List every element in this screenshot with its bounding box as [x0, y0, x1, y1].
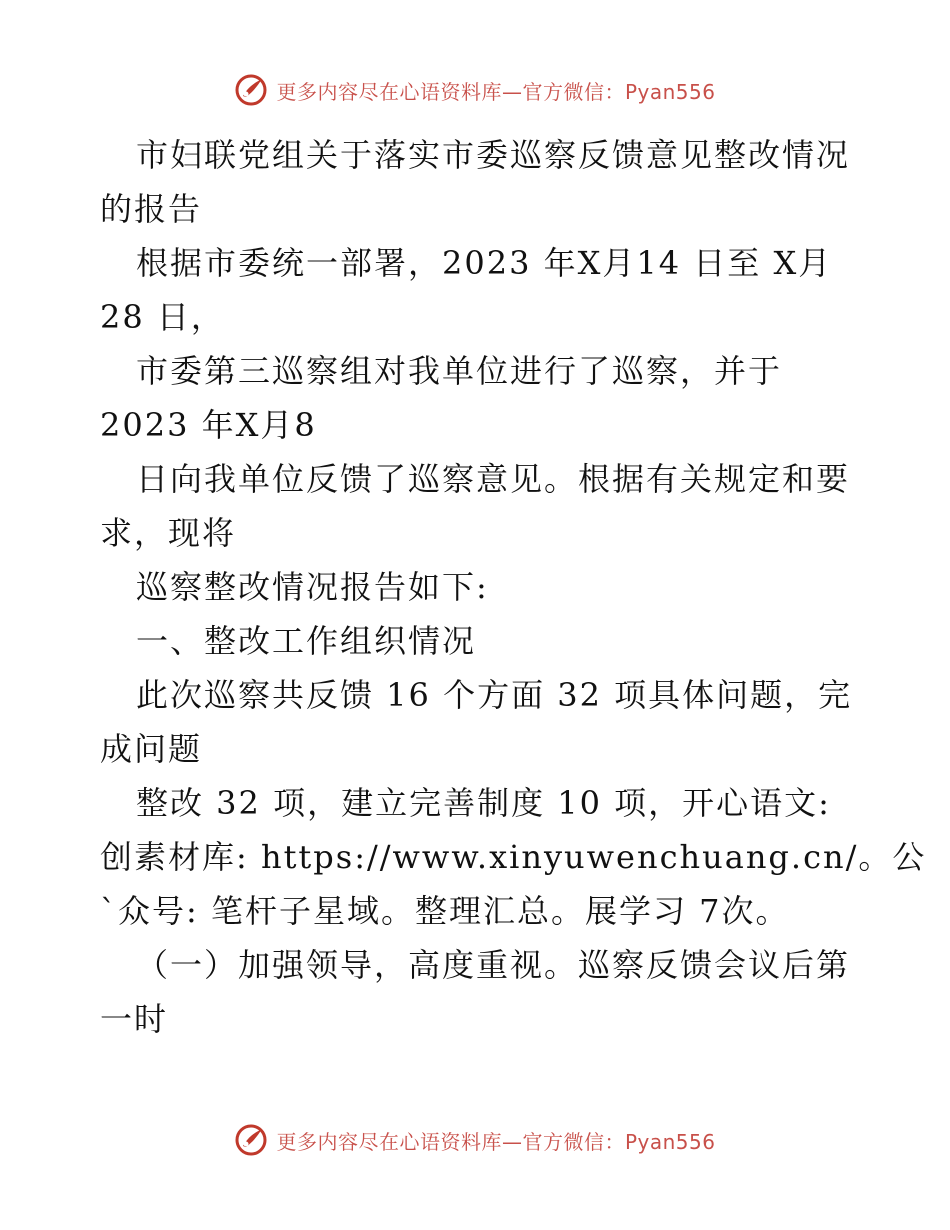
paragraph-line: 2023 年X月8 [100, 406, 317, 444]
paragraph-line: 日向我单位反馈了巡察意见。根据有关规定和要 [136, 460, 851, 498]
quill-swirl-logo-icon [234, 1123, 268, 1157]
paragraph-line: 此次巡察共反馈 16 个方面 32 项具体问题，完 [136, 676, 853, 714]
header-banner-text: 更多内容尽在心语资料库—官方微信：Pyan556 [276, 79, 716, 104]
paragraph-line: 一时 [100, 1000, 169, 1038]
paragraph-line: 市委第三巡察组对我单位进行了巡察，并于 [136, 352, 783, 390]
quill-swirl-logo-icon [234, 73, 268, 107]
doc-title-line-1: 市妇联党组关于落实市委巡察反馈意见整改情况 [136, 136, 851, 174]
section-heading: 一、整改工作组织情况 [136, 622, 477, 660]
paragraph-line: 整改 32 项，建立完善制度 10 项，开心语文: [136, 784, 831, 822]
footer-banner [0, 1120, 950, 1160]
paragraph-line: 巡察整改情况报告如下: [136, 568, 489, 606]
document-body [100, 128, 927, 1046]
subsection-line: （一）加强领导，高度重视。巡察反馈会议后第 [136, 946, 851, 984]
header-banner [0, 70, 950, 110]
footer-banner-text: 更多内容尽在心语资料库—官方微信：Pyan556 [276, 1129, 716, 1154]
paragraph-line: 求，现将 [100, 514, 237, 552]
paragraph-line: `众号: 笔杆子星域。整理汇总。展学习 7次。 [100, 892, 790, 930]
doc-title-line-2: 的报告 [100, 190, 203, 228]
paragraph-line: 28 日， [100, 298, 225, 336]
paragraph-line: 创素材库: https://www.xinyuwenchuang.cn/。公 [100, 838, 927, 876]
paragraph-line: 根据市委统一部署，2023 年X月14 日至 X月 [136, 244, 833, 282]
paragraph-line: 成问题 [100, 730, 203, 768]
